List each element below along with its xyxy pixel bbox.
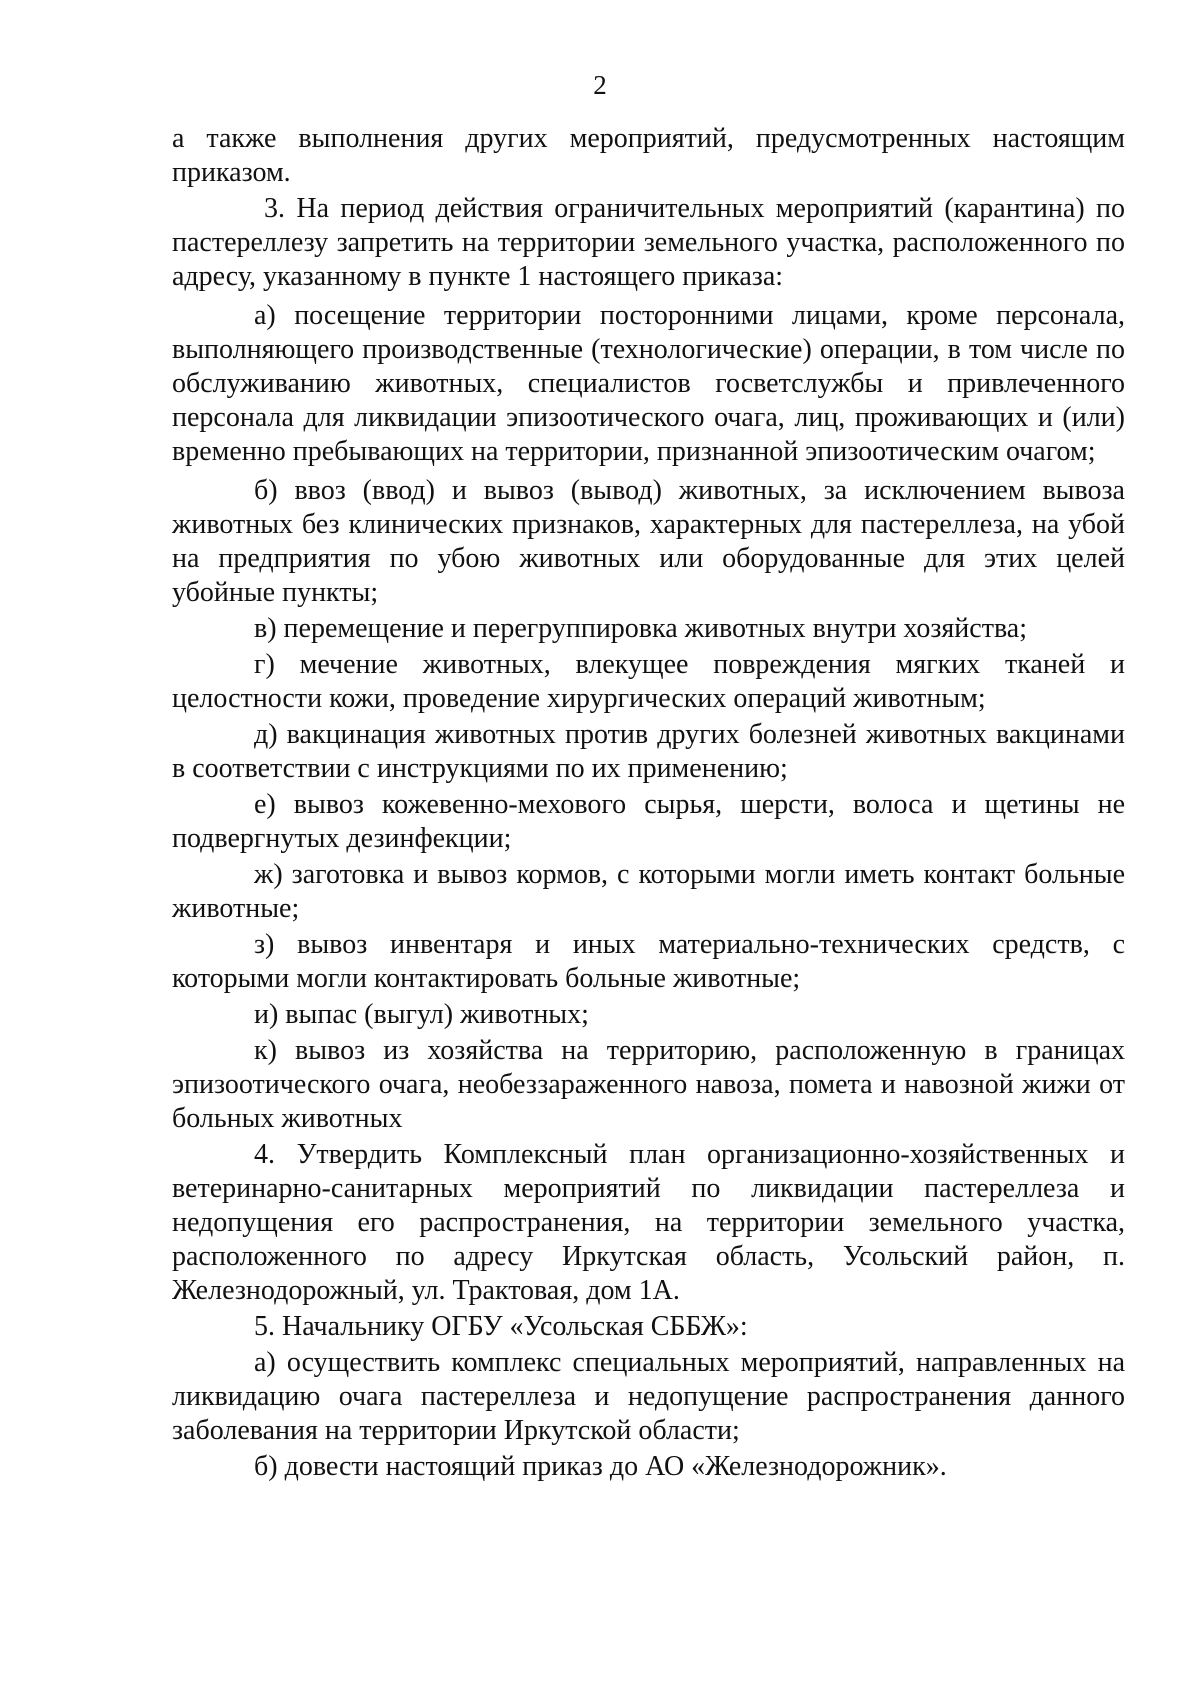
subitem-3i: и) выпас (выгул) животных;: [254, 999, 589, 1030]
subitem-3d: д) вакцинация животных против других болезней животных вакцинами в соответствии с инструкциями по их применению;: [172, 719, 1125, 784]
paragraph-item-4: 4. Утвердить Комплексный план организационно-хозяйственных и ветеринарно-санитарных мероприятий по ликвидации пастереллеза и недопущения его распространения, на территории земельного участка, расположенного по адресу Иркутская область, Усольский район, п. Железнодорожный, ул. Трактовая, дом 1А.: [172, 1139, 1125, 1306]
subitem-3g: г) мечение животных, влекущее повреждения мягких тканей и целостности кожи, проведение хирургических операций животным;: [172, 649, 1125, 714]
document-body: [172, 122, 1125, 1484]
subitem-5a: а) осуществить комплекс специальных мероприятий, направленных на ликвидацию очага пастереллеза и недопущение распространения данного заболевания на территории Иркутской области;: [172, 1347, 1125, 1446]
subitem-3zh: ж) заготовка и вывоз кормов, с которыми могли иметь контакт больные животные;: [172, 859, 1125, 924]
subitem-3a: а) посещение территории посторонними лицами, кроме персонала, выполняющего производственные (технологические) операции, в том числе по обслуживанию животных, специалистов госветслужбы и привлеченного персонала для ликвидации эпизоотического очага, лиц, проживающих и (или) временно пребывающих на территории, признанной эпизоотическим очагом;: [172, 300, 1125, 467]
paragraph-item-3: 3. На период действия ограничительных мероприятий (карантина) по пастереллезу запретить на территории земельного участка, расположенного по адресу, указанному в пункте 1 настоящего приказа:: [172, 193, 1125, 292]
subitem-5b: б) довести настоящий приказ до АО «Железнодорожник».: [254, 1451, 947, 1482]
subitem-3k: к) вывоз из хозяйства на территорию, расположенную в границах эпизоотического очага, необеззараженного навоза, помета и навозной жижи от больных животных: [172, 1035, 1125, 1134]
paragraph-continuation: а также выполнения других мероприятий, предусмотренных настоящим приказом.: [172, 123, 1125, 188]
page-number: 2: [593, 70, 607, 100]
subitem-3b: б) ввоз (ввод) и вывоз (вывод) животных, за исключением вывоза животных без клинических признаков, характерных для пастереллеза, на убой на предприятия по убою животных или оборудованные для этих целей убойные пункты;: [172, 475, 1125, 608]
subitem-3v: в) перемещение и перегруппировка животных внутри хозяйства;: [254, 613, 1028, 644]
paragraph-item-5: 5. Начальнику ОГБУ «Усольская СББЖ»:: [254, 1311, 748, 1342]
subitem-3z: з) вывоз инвентаря и иных материально-технических средств, с которыми могли контактировать больные животные;: [172, 929, 1125, 994]
subitem-3e: е) вывоз кожевенно-мехового сырья, шерсти, волоса и щетины не подвергнутых дезинфекции;: [172, 789, 1125, 854]
